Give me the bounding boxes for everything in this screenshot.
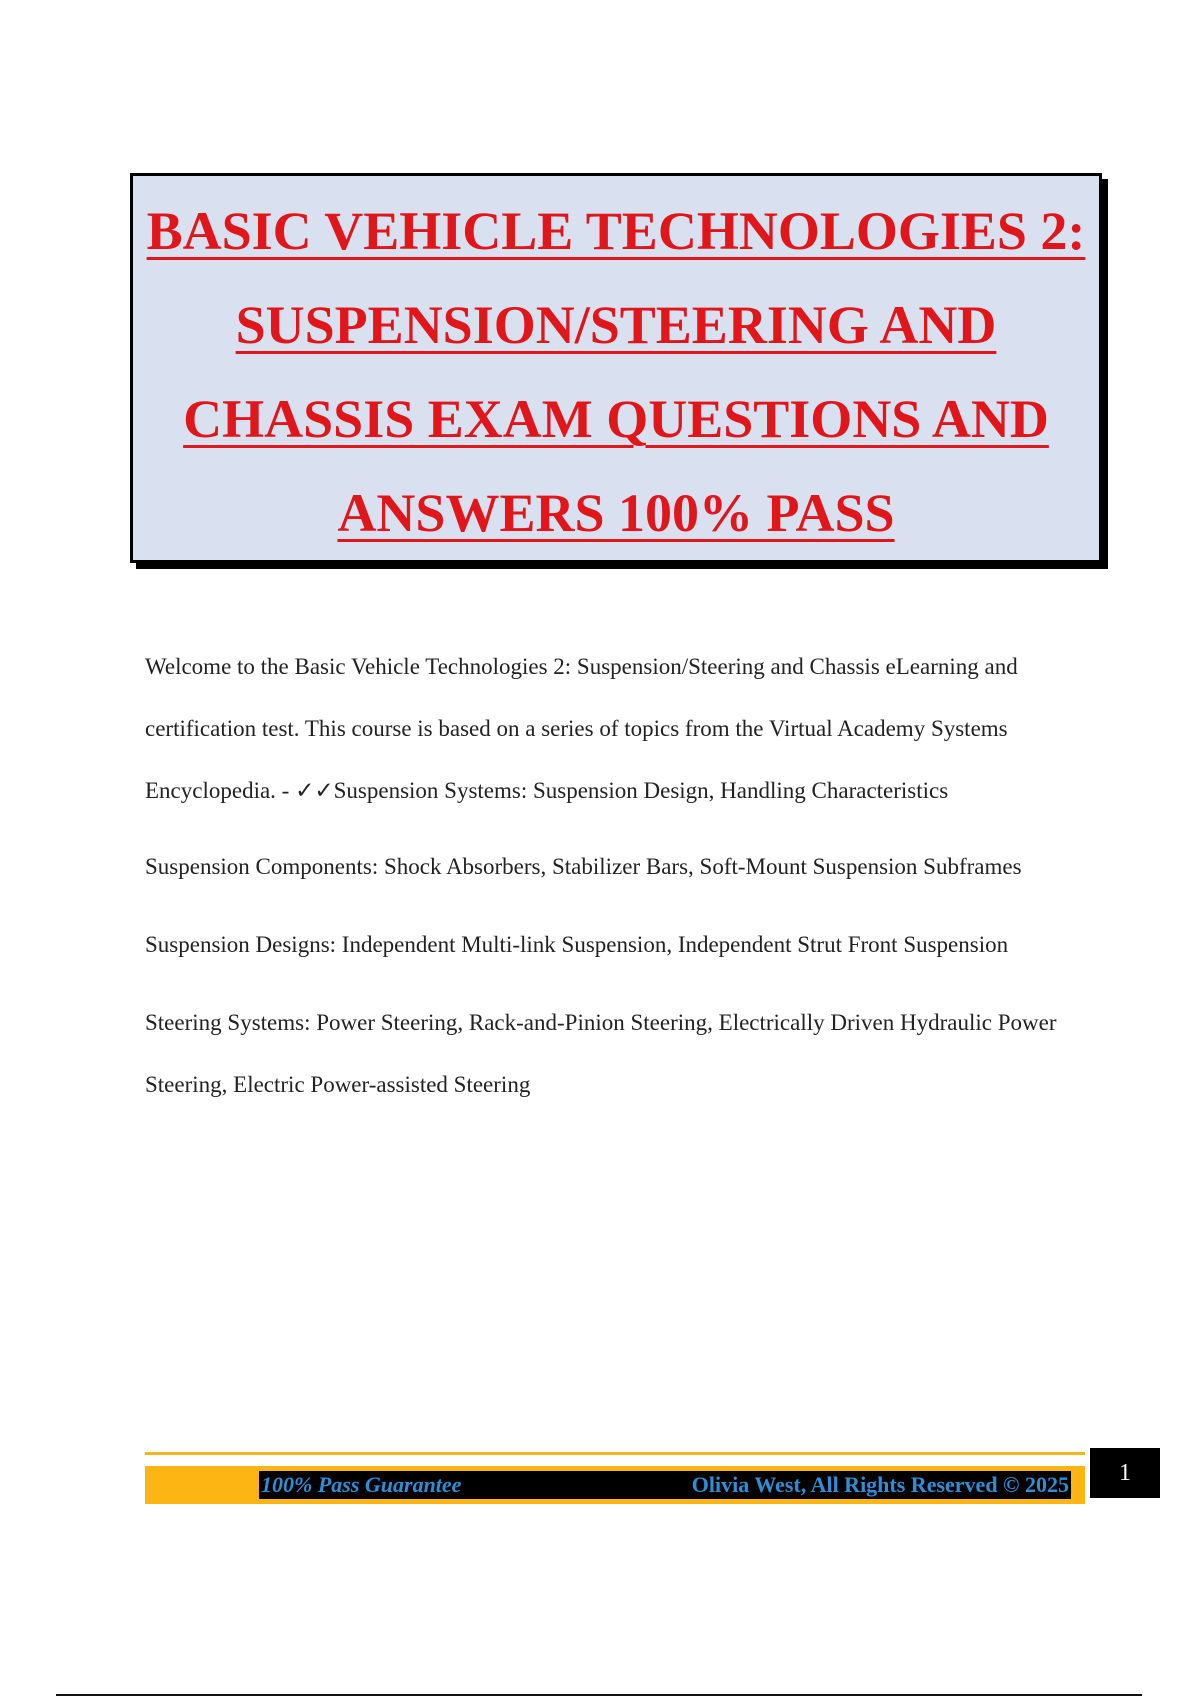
title-line-1: BASIC VEHICLE TECHNOLOGIES 2: [146,201,1086,261]
title-line-4: ANSWERS 100% PASS [337,483,895,543]
title-line-2: SUSPENSION/STEERING AND [235,295,997,355]
document-body [145,636,1085,1132]
footer-inner-band [259,1471,1071,1499]
title-line-3: CHASSIS EXAM QUESTIONS AND [183,389,1049,449]
footer-rule [145,1452,1085,1455]
page-number: 1 [1090,1448,1160,1498]
footer-guarantee-text: 100% Pass Guarantee [261,1472,462,1497]
footer-copyright-text: Olivia West, All Rights Reserved © 2025 [691,1472,1069,1497]
footer-bar [145,1466,1085,1504]
suspension-designs-paragraph: Suspension Designs: Independent Multi-link Suspension, Independent Strut Front Suspension [145,932,1009,957]
title-box [130,173,1102,563]
steering-systems-paragraph: Steering Systems: Power Steering, Rack-and-Pinion Steering, Electrically Driven Hydraulic Power Steering, Electric Power-assisted Steering [145,1010,1057,1097]
intro-paragraph: Welcome to the Basic Vehicle Technologies 2: Suspension/Steering and Chassis eLearning and certification test. This course is based on a series of topics from the Virtual Academy Systems Encyclopedia. - ✓✓Suspension Systems: Suspension Design, Handling Characteristics [145,654,1018,803]
suspension-components-paragraph: Suspension Components: Shock Absorbers, Stabilizer Bars, Soft-Mount Suspension Subframes [145,854,1022,879]
bottom-page-rule [56,1694,1142,1696]
